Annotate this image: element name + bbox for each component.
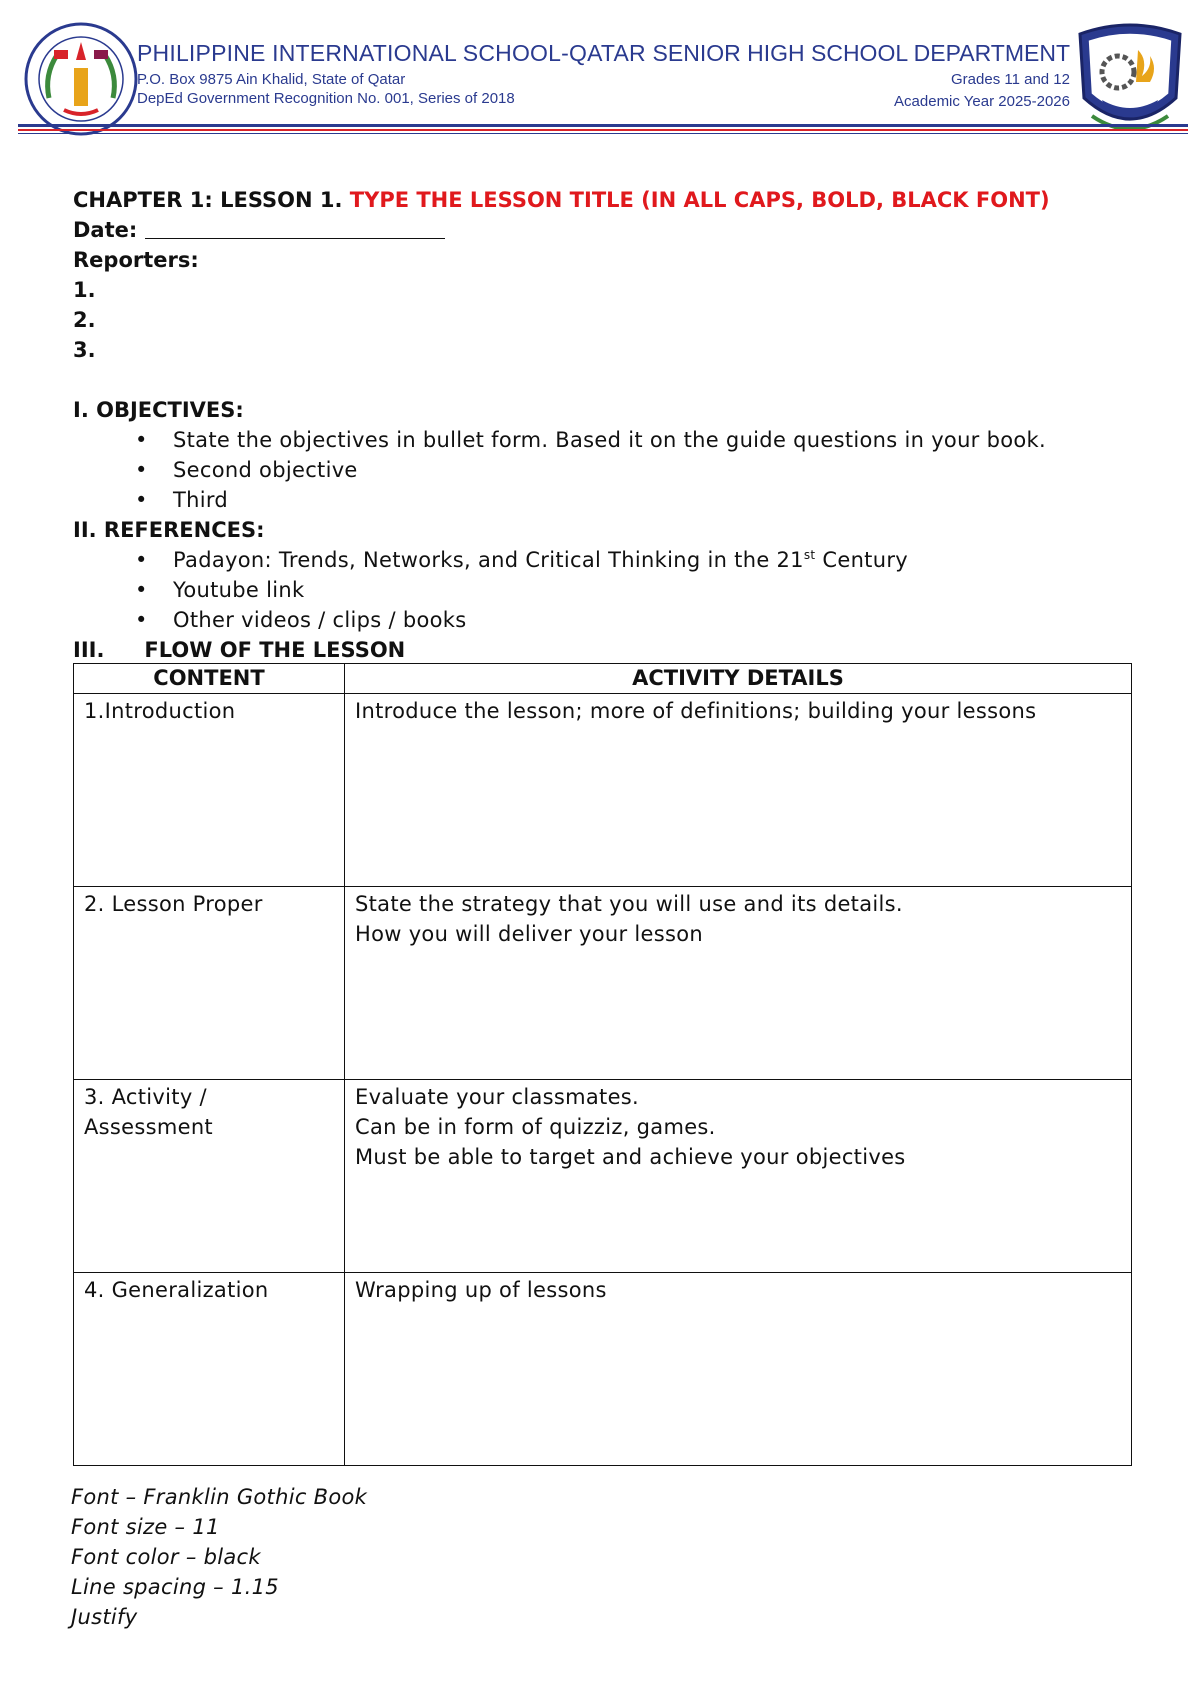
letterhead <box>0 0 1200 150</box>
deped-recognition: DepEd Government Recognition No. 001, Series of 2018 <box>137 90 515 107</box>
details-text: Can be in form of quizziz, games. <box>355 1115 716 1139</box>
details-cell[interactable] <box>345 694 1132 887</box>
objective-item: • Second objective <box>73 455 1133 485</box>
column-header-content: CONTENT <box>74 664 345 694</box>
reference-text-end: Century <box>815 548 908 572</box>
grade-levels: Grades 11 and 12 <box>951 71 1070 88</box>
table-row <box>74 887 1132 1080</box>
school-seal-logo <box>24 20 138 138</box>
objectives-heading: I. OBJECTIVES: <box>73 398 244 422</box>
header-rule-blue-thin <box>18 133 1188 134</box>
table-row <box>74 694 1132 887</box>
content-text: 1.Introduction <box>84 699 236 723</box>
lesson-title-placeholder: TYPE THE LESSON TITLE (IN ALL CAPS, BOLD, BLACK FONT) <box>349 188 1050 212</box>
reference-item <box>73 545 1133 575</box>
school-name: PHILIPPINE INTERNATIONAL SCHOOL-QATAR <box>137 40 646 66</box>
details-cell[interactable] <box>345 1080 1132 1273</box>
school-address: P.O. Box 9875 Ain Khalid, State of Qatar <box>137 71 406 88</box>
note-justify: Justify <box>71 1605 138 1629</box>
details-text: Evaluate your classmates. <box>355 1085 640 1109</box>
chapter-label: CHAPTER 1: LESSON 1. <box>73 188 343 212</box>
reporter-number-1: 1. <box>73 278 96 302</box>
references-heading: II. REFERENCES: <box>73 518 265 542</box>
details-cell[interactable] <box>345 887 1132 1080</box>
flow-of-lesson-table <box>73 663 1132 1466</box>
details-cell[interactable] <box>345 1273 1132 1466</box>
academic-year: Academic Year 2025-2026 <box>894 93 1070 110</box>
reporters-label: Reporters: <box>73 248 199 272</box>
content-text: 3. Activity / <box>84 1085 207 1109</box>
header-rule-blue <box>18 124 1188 127</box>
note-font: Font – Franklin Gothic Book <box>71 1485 368 1509</box>
column-header-activity-details: ACTIVITY DETAILS <box>345 664 1132 694</box>
lesson-document <box>73 185 1133 665</box>
note-line-spacing: Line spacing – 1.15 <box>71 1575 279 1599</box>
objective-item: • State the objectives in bullet form. Based it on the guide questions in your book. <box>73 425 1133 455</box>
content-cell[interactable] <box>74 1080 345 1273</box>
reference-item: • Other videos / clips / books <box>73 605 1133 635</box>
header-rule-red <box>18 129 1188 131</box>
details-text: Must be able to target and achieve your objectives <box>355 1145 906 1169</box>
content-text: 2. Lesson Proper <box>84 892 263 916</box>
note-font-size: Font size – 11 <box>71 1515 220 1539</box>
reference-item: • Youtube link <box>73 575 1133 605</box>
department-name: SENIOR HIGH SCHOOL DEPARTMENT <box>652 40 1070 66</box>
content-text: 4. Generalization <box>84 1278 269 1302</box>
formatting-notes <box>71 1482 367 1632</box>
details-text: How you will deliver your lesson <box>355 922 703 946</box>
details-text: Introduce the lesson; more of definitions; building your lessons <box>355 699 1037 723</box>
content-cell[interactable] <box>74 1273 345 1466</box>
reference-text: Padayon: Trends, Networks, and Critical Thinking in the 21 <box>173 548 804 572</box>
table-row <box>74 1080 1132 1273</box>
details-text: Wrapping up of lessons <box>355 1278 607 1302</box>
reference-superscript: st <box>803 548 816 562</box>
table-row <box>74 1273 1132 1466</box>
content-text: Assessment <box>84 1115 213 1139</box>
content-cell[interactable] <box>74 694 345 887</box>
note-font-color: Font color – black <box>71 1545 261 1569</box>
details-text: State the strategy that you will use and its details. <box>355 892 903 916</box>
content-cell[interactable] <box>74 887 345 1080</box>
date-label: Date: <box>73 218 138 242</box>
table-header-row <box>74 664 1132 694</box>
reporter-number-3: 3. <box>73 338 96 362</box>
date-line <box>73 215 1133 245</box>
objective-item: • Third <box>73 485 1133 515</box>
date-blank[interactable] <box>145 216 445 239</box>
reporter-number-2: 2. <box>73 308 96 332</box>
flow-heading-number: III. <box>73 638 105 662</box>
flow-heading <box>73 635 1133 665</box>
flow-heading-text: FLOW OF THE LESSON <box>144 638 406 662</box>
pisq-shield-logo <box>1072 20 1188 146</box>
lesson-title-line <box>73 185 1133 215</box>
